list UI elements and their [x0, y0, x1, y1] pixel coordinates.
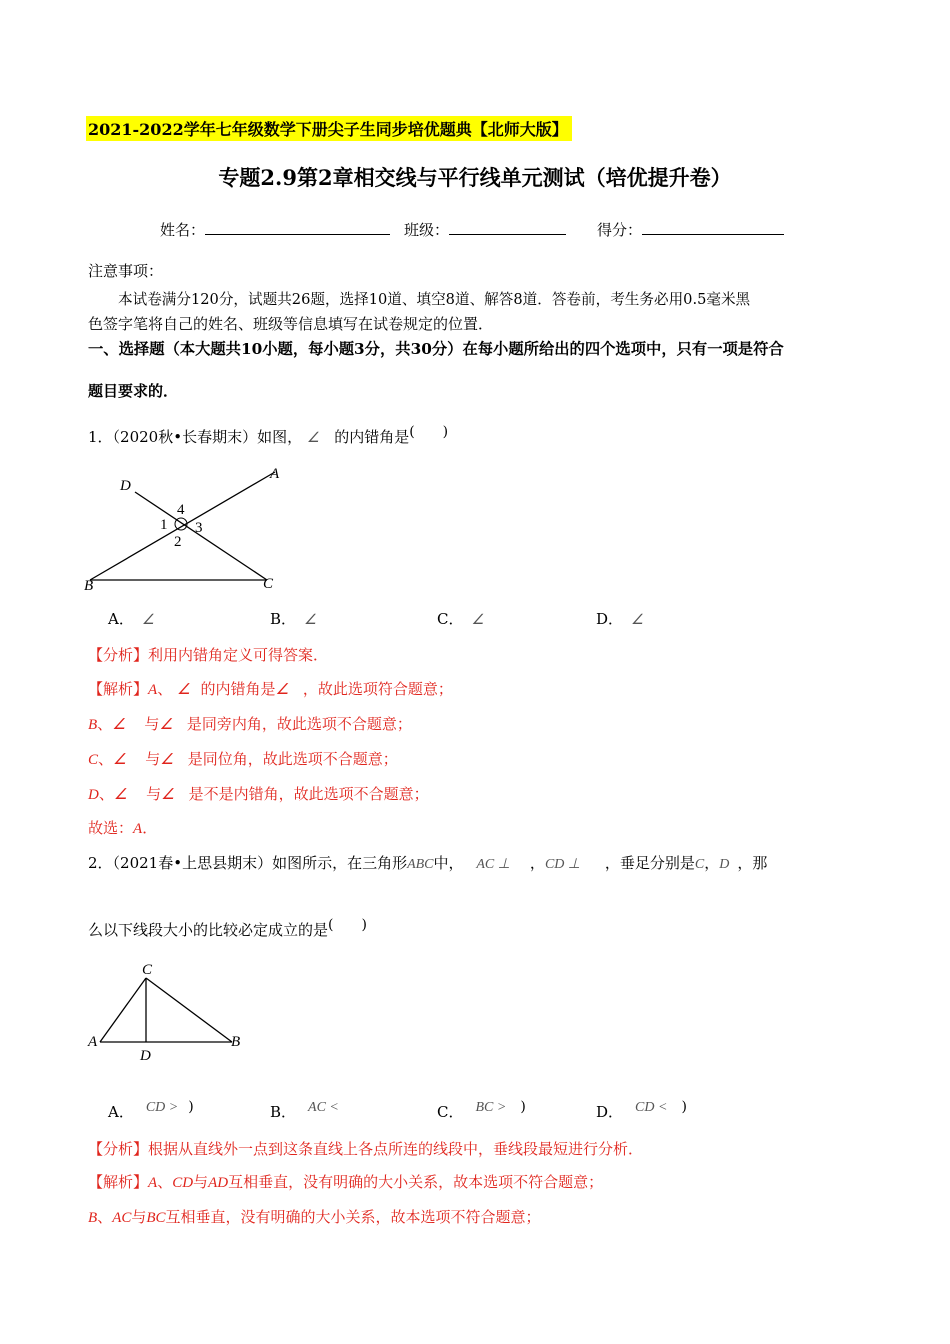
q1-line-dc — [135, 492, 267, 580]
q2-line-cb — [146, 978, 232, 1042]
q1-choose: 故选：A． — [88, 819, 158, 837]
q1-solution-b: B、∠ 与∠ 是同旁内角，故此选项不合题意； — [88, 715, 412, 733]
q1-solution-a: 【解析】A、 ∠ 的内错角是∠ ，故此选项符合题意； — [88, 680, 453, 698]
q2-label-c: C — [142, 962, 153, 978]
q1-option-c: C． ∠ — [437, 610, 485, 628]
q2-stem-line2: 么以下线段大小的比较必定成立的是( ) — [88, 917, 367, 939]
q2-label-a: A — [88, 1034, 98, 1050]
section1-line1: 一、选择题（本大题共10小题，每小题3分，共30分）在每小题所给出的四个选项中，只有一项是符合 — [88, 340, 784, 358]
q1-label-4: 4 — [177, 502, 185, 518]
q1-option-d: D． ∠ — [596, 610, 644, 628]
q2-line-ac — [100, 978, 146, 1042]
q2-option-d: D． CD < ) — [596, 1099, 687, 1121]
q2-option-a: A． CD > ) — [108, 1099, 194, 1121]
q1-line-ba — [90, 472, 275, 580]
section1-line2: 题目要求的． — [88, 382, 179, 400]
doc-title: 专题2.9第2章相交线与平行线单元测试（培优提升卷） — [218, 165, 732, 190]
q1-solution-d: D、∠ 与∠ 是不是内错角，故此选项不合题意； — [88, 785, 429, 803]
notes-heading: 注意事项： — [88, 262, 164, 280]
q2-stem-line1: 2．（2021春•上思县期末）如图所示，在三角形ABC中， AC ⊥ ，CD ⊥ ，垂足分别是C，D ，那 — [88, 854, 768, 872]
q1-solution-c: C、∠ 与∠ 是同位角，故此选项不合题意； — [88, 750, 398, 768]
class-field — [404, 219, 566, 240]
q1-label-3: 3 — [195, 520, 203, 536]
q1-stem-angle: ∠ — [306, 431, 320, 446]
q1-label-2: 2 — [174, 534, 182, 550]
q2-option-c: C． BC > ) — [437, 1099, 526, 1121]
score-label: 得分： — [597, 221, 643, 239]
score-blank — [642, 220, 784, 235]
q1-stem-text: 1．（2020秋•长春期末）如图， — [88, 428, 303, 446]
q2-solution-a: 【解析】A、CD与AD互相垂直，没有明确的大小关系，故本选项不符合题意； — [88, 1173, 604, 1191]
q2-option-b: B． AC < — [270, 1100, 339, 1121]
name-blank — [205, 220, 390, 235]
notes-line2: 色签字笔将自己的姓名、班级等信息填写在试卷规定的位置． — [88, 315, 494, 333]
q1-stem — [88, 426, 448, 447]
q2-label-d: D — [140, 1048, 151, 1064]
name-field — [160, 219, 390, 240]
q1-option-b: B． ∠ — [270, 610, 317, 628]
q1-option-a: A． ∠ — [108, 610, 155, 628]
q1-stem-text2: 的内错角是 — [334, 428, 410, 446]
q1-label-b: B — [84, 578, 94, 594]
q2-solution-b: B、AC与BC互相垂直，没有明确的大小关系，故本选项不符合题意； — [88, 1208, 541, 1226]
name-label: 姓名： — [160, 221, 206, 239]
q1-figure — [80, 462, 300, 597]
notes-line1: 本试卷满分120分，试题共26题，选择10道、填空8道、解答8道．答卷前，考生务必用0.5毫米黑 — [118, 291, 751, 308]
class-label: 班级： — [404, 221, 450, 239]
doc-banner: 2021-2022学年七年级数学下册尖子生同步培优题典【北师大版】 — [86, 116, 572, 141]
q2-figure — [86, 960, 256, 1065]
q1-label-1: 1 — [160, 517, 168, 533]
q2-paren: ( ) — [328, 917, 367, 933]
q1-analysis: 【分析】利用内错角定义可得答案． — [88, 646, 329, 664]
q2-analysis: 【分析】根据从直线外一点到这条直线上各点所连的线段中，垂线段最短进行分析． — [88, 1140, 644, 1158]
q1-label-c: C — [263, 576, 274, 592]
class-blank — [449, 220, 566, 235]
q1-label-a: A — [270, 466, 280, 482]
score-field — [597, 219, 784, 240]
q1-paren: ( ) — [409, 424, 449, 440]
q1-label-d: D — [120, 478, 131, 494]
q2-label-b: B — [231, 1034, 241, 1050]
